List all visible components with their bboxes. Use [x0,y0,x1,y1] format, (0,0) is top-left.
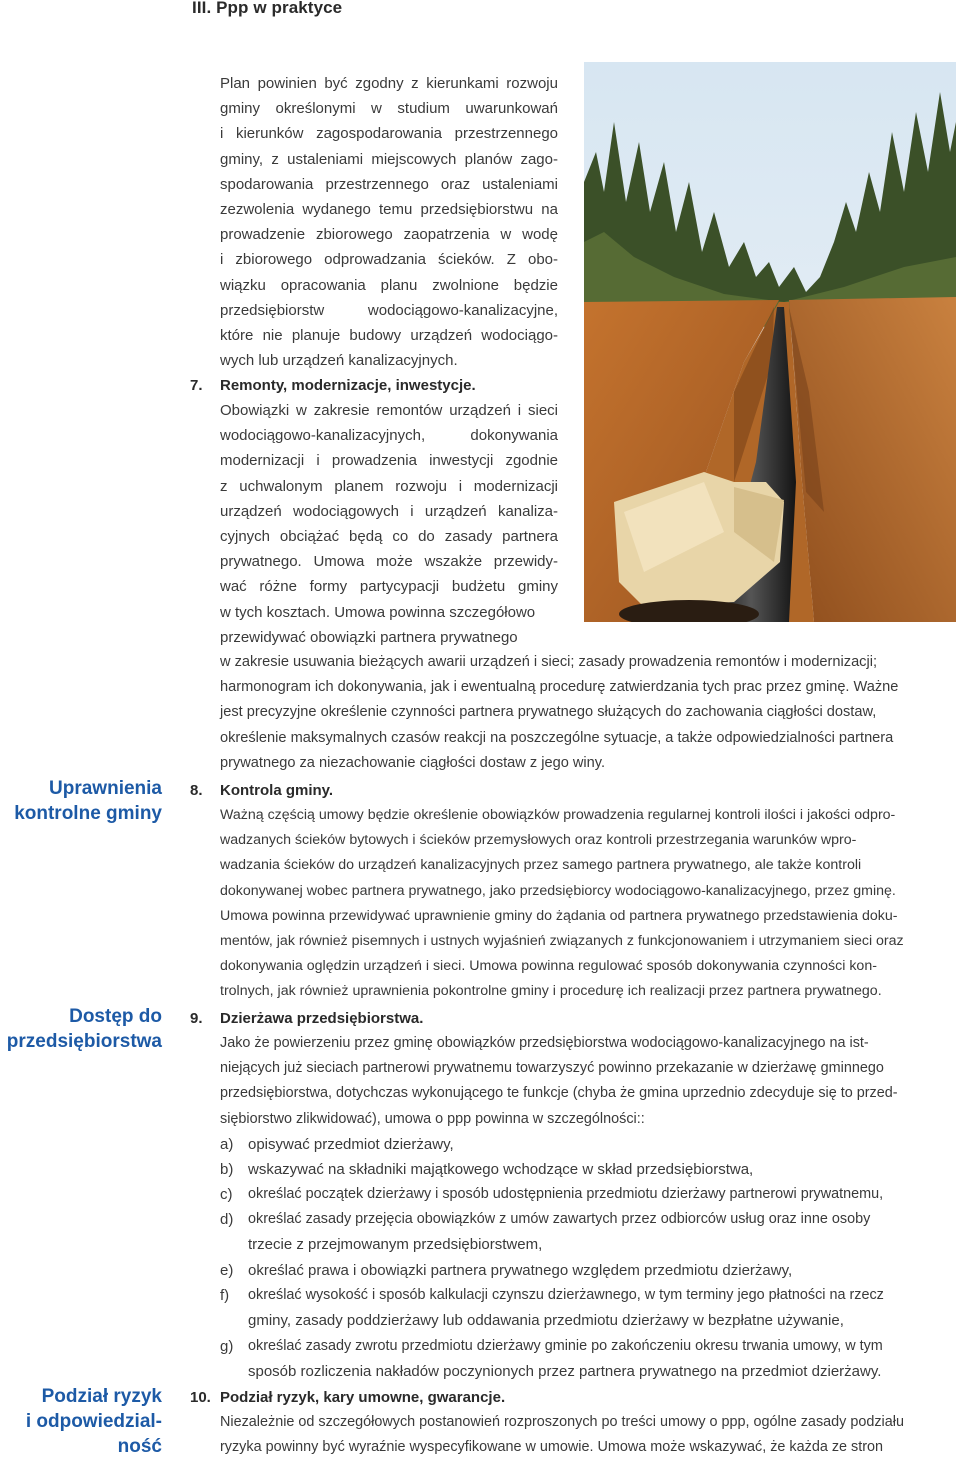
list-item-a: a) opisywać przedmiot dzierżawy, [220,1136,454,1153]
list-item-b: b) wskazywać na składniki majątkowego wchodzące w skład przedsiębiorstwa, [220,1161,754,1178]
margin-label-uprawnienia: Uprawnienia kontrolne gminy [14,778,162,824]
page-section-title: III. Ppp w praktyce [192,0,343,17]
margin-label-dostep: Dostęp do przedsiębiorstwa [6,1006,162,1052]
section-7-paragraph-narrow: Obowiązki w zakresie remontów urządzeń i sieci wodociągowo-kanalizacyjnych, dokonywania modernizacji i prowadzenia inwestycji zgodnie z uchwalonym planem rozwoju i modernizacji urządzeń wodociągowych i urządzeń kanaliza- cyjnych obciążać będą co do zasady partnera prywatnego. Umowa może wszakże przewidy- wać różne formy partycypacji budżetu gminy w tych kosztach. Umowa powinna szczegółowo przewidywać obowiązki partnera prywatnego [220,402,558,646]
section-9-paragraph: Jako że powierzeniu przez gminę obowiązków przedsiębiorstwa wodociągowo-kanalizacyjnego na ist- niejących już sieciach partnerowi prywatnemu towarzyszyć powinno przekazanie w dzierżawę gminnego przedsiębiorstwa, dotychczas wykonującego te funkcje (chyba że gmina uprzednio zdecyduje się to przed- siębiorstwo zlikwidować), umowa o ppp powinna w szczególności:: [220,1035,898,1127]
margin-label-podzial-ryzyk: Podział ryzyk i odpowiedzial- ność [25,1386,162,1457]
section-8-paragraph: Ważną częścią umowy będzie określenie obowiązków prowadzenia regularnej kontroli ilości i jakości odpro- wadzanych ścieków bytowych i ścieków przemysłowych oraz kontroli przestrzegania warunków wpro- wadzania ścieków do urządzeń kanalizacyjnych przez samego partnera prywatnego, ale także kontroli dokonywanej wobec partnera prywatnego, jako przedsiębiorcy wodociągowo-kanalizacyjnego, przez gminę. Umowa powinna przewidywać uprawnienie gminy do żądania od partnera prywatnego przedstawienia doku- mentów, jak również pisemnych i ustnych wyjaśnień związanych z funkcjonowaniem i utrzymaniem sieci oraz dokonywania oględzin urządzeń i sieci. Umowa powinna regulować sposób dokonywania czynności kon- trolnych, jak również uprawnienia pokontrolne gminy i procedurę ich realizacji przez partnera prywatnego. [220,807,904,1000]
section-10-paragraph: Niezależnie od szczegółowych postanowień rozproszonych po treści umowy o ppp, ogólne zasady podziału ryzyka powinny być wyraźnie wyspecyfikowane w umowie. Umowa może wskazywać, że każda ze stron [220,1414,904,1456]
list-item-f: f) określać wysokość i sposób kalkulacji czynszu dzierżawnego, w tym terminy jego płatności na rzecz gminy, zasady poddzierżawy lub oddawania przedmiotu dzierżawy w bezpłatne używanie, [220,1287,884,1330]
list-item-d: d) określać zasady przejęcia obowiązków z umów zawartych przez odbiorców usług oraz inne osoby trzecie z przejmowanym przedsiębiorstwem, [220,1211,871,1254]
pipeline-trench-illustration [584,62,956,622]
list-item-e: e) określać prawa i obowiązki partnera prywatnego względem przedmiotu dzierżawy, [220,1262,793,1279]
list-item-g: g) określać zasady zwrotu przedmiotu dzierżawy gminie po zakończeniu okresu trwania umowy, w tym sposób rozliczenia nakładów poczynionych przez partnera prywatnego na przedmiot dzierżawy. [220,1338,883,1381]
section-7-heading: 7. Remonty, modernizacje, inwestycje. [190,377,476,394]
pipeline-trench-photo [584,62,956,622]
section-8-heading: 8. Kontrola gminy. [190,782,334,799]
intro-paragraph: Plan powinien być zgodny z kierunkami rozwoju gminy określonymi w studium uwarunkowań i kierunków zagospodarowania przestrzennego gminy, z ustaleniami miejscowych planów zago- spodarowania przestrzennego oraz ustaleniami zezwolenia wydanego temu przedsiębiorstwu na prowadzenie zbiorowego zaopatrzenia w wodę i zbiorowego odprowadzania ścieków. Z obo- wiązku opracowania planu zwolnione będzie przedsiębiorstw wodociągowo-kanalizacyjne, które nie planuje budowy urządzeń wodociągo- wych lub urządzeń kanalizacyjnych. [220,75,558,370]
section-10-heading: 10. Podział ryzyk, kary umowne, gwarancje. [190,1389,506,1406]
list-item-c: c) określać początek dzierżawy i sposób udostępnienia przedmiotu dzierżawy partnerowi prywatnemu, [220,1186,884,1203]
section-7-paragraph-wide: w zakresie usuwania bieżących awarii urządzeń i sieci; zasady prowadzenia remontów i modernizacji; harmonogram ich dokonywania, jak i ewentualną procedurę zatwierdzania tych prac przez gminę. Ważne jest precyzyjne określenie czynności partnera prywatnego służących do zachowania ciągłości dostaw, określenie maksymalnych czasów reakcji na poszczególne sytuacje, a także odpowiedzialności partnera prywatnego za niezachowanie ciągłości dostaw z jego winy. [220,654,899,771]
section-9-heading: 9. Dzierżawa przedsiębiorstwa. [190,1010,424,1027]
